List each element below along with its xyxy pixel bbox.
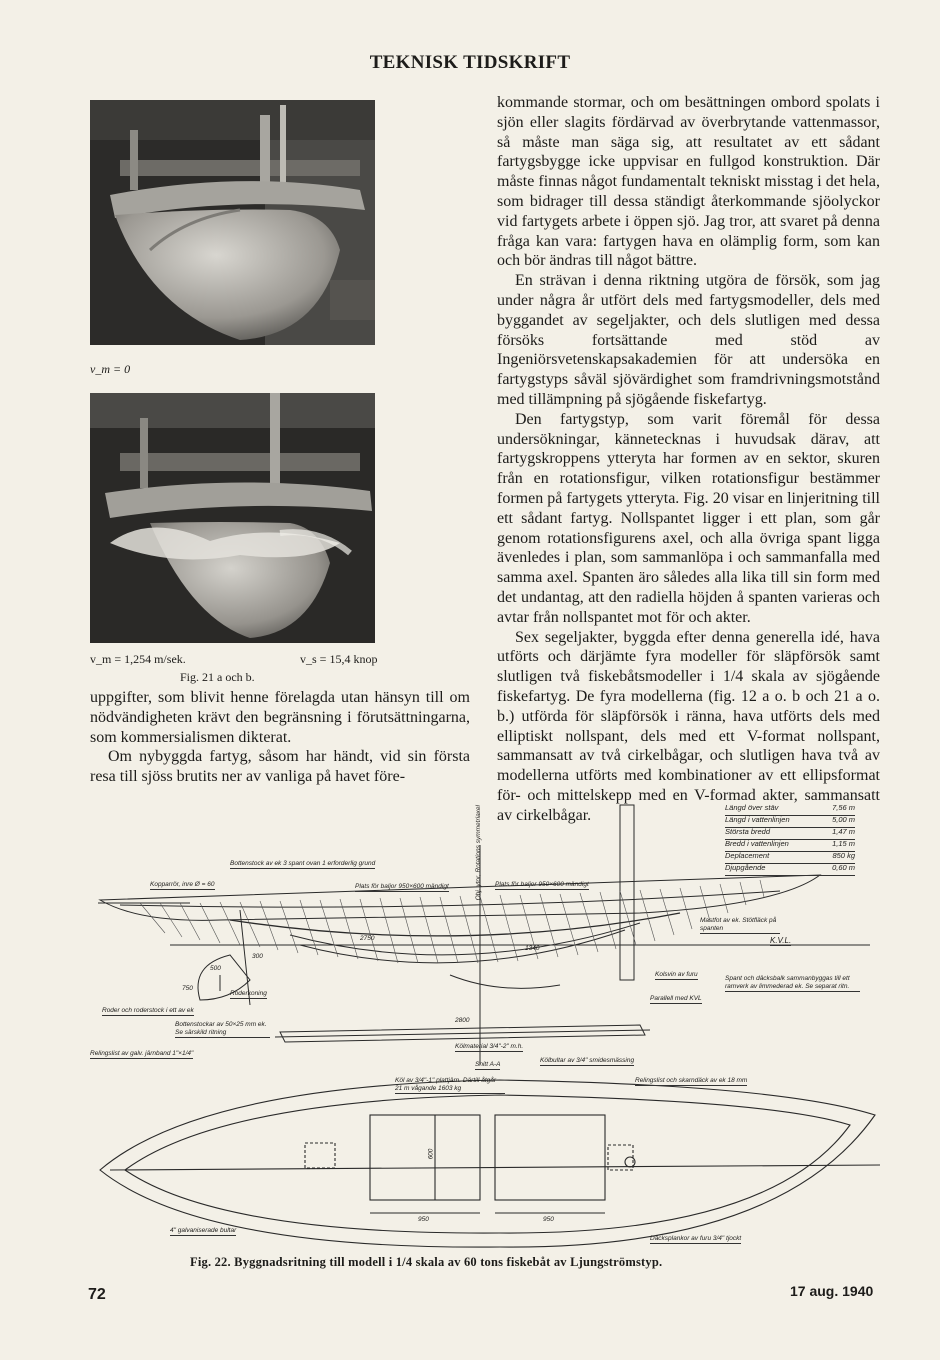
callout-relingslist2: Relingslist och skarndäck av ek 18 mm: [635, 1077, 748, 1084]
callout-snitt: Snitt A-A: [475, 1061, 501, 1068]
spec-label: Djupgående: [725, 863, 766, 872]
callout-bottenstock: Bottenstock av ek 3 spant ovan 1 erforderlig grund: [230, 860, 376, 867]
spec-value: 850 kg: [832, 851, 855, 860]
callout-kopparror: Kopparrör, inre Ø = 60: [150, 881, 215, 888]
spec-label: Längd över stäv: [725, 803, 779, 812]
callout-plats-b: Plats för baljor 950×600 mändigt: [495, 881, 589, 888]
callout-parallell: Parallell med KVL: [650, 995, 702, 1002]
model-photo-still: [90, 100, 375, 345]
photo-label-vm: v_m = 1,254 m/sek.: [90, 652, 186, 666]
right-paragraph: En strävan i denna riktning utgöra de försök, som jag under några år utfört dels med fartygsmodeller, dels med byggandet av segeljakter, och dels slutligen med dessa försöks fortsättande med stöd av Ingeniörsvetenskapsakademien för att undersöka en fartygstyps såväl sjövärdighet som framdrivningsmotstånd med tillämpning på sjögående fiskefartyg.: [497, 272, 880, 408]
right-column-text: [497, 93, 880, 825]
photo-label-vm0: v_m = 0: [90, 362, 131, 376]
callout-roderkoning: Roderkoning: [230, 990, 267, 997]
model-photo-moving: [90, 393, 375, 643]
left-paragraph: uppgifter, som blivit henne förelagda utan hänsyn till om nödvändigheten krävt den begränsning i förutsättningarna, som kommersialismen dikterat.: [90, 689, 470, 746]
callout-plats-a: Plats för baljor 950×600 mändigt: [355, 883, 449, 890]
journal-title: TEKNISK TIDSKRIFT: [369, 52, 571, 73]
dimension-750: 750: [182, 985, 193, 992]
spec-label: Största bredd: [725, 827, 771, 836]
dimension-600: 600: [427, 1148, 435, 1160]
callout-axel: Obj. ytor, Rotations symmetriaxel: [475, 805, 482, 901]
callout-kvl: K.V.L.: [770, 936, 792, 945]
spec-value: 0,60 m: [832, 863, 855, 872]
right-paragraph: Sex segeljakter, byggda efter denna generella idé, hava utförts och därjämte fyra modeller för släpförsök samt slutligen två fiskebåtsmodeller i 1/4 skala av sjögående fiskefartyg. De fyra modellerna (fig. 12 a o. b och 21 a o. b.) utförda för släpförsök i ränna, hava utförts dels med elliptiskt nollspant, dels med ett V-format nollspant, sammansatt av två cirkelbågar, och slutligen hava två av modellerna utförts med kombinationer av ett ellipsformat för- och mittelskepp med en V-formad akter, sammansatt av cirkelbågar.: [497, 628, 880, 824]
spec-value: 1,47 m: [832, 827, 855, 836]
spec-label: Deplacement: [725, 851, 770, 860]
callout-bottenstockar: Bottenstockar av 50×25 mm ek. Se särskild ritning: [175, 1021, 270, 1038]
dimension-500: 500: [210, 965, 221, 972]
spec-value: 1,15 m: [832, 839, 855, 848]
spec-label: Bredd i vattenlinjen: [725, 839, 789, 848]
callout-kol-plattjarn: Köl av 3/4"-1" plattjärn. Därtill åtgår 21 m vågande 1603 kg: [395, 1077, 505, 1094]
spec-value: 5,00 m: [832, 815, 855, 824]
callout-kolbultar: Kölbultar av 3/4" smidesmässing: [540, 1057, 635, 1064]
drawing-specs: [725, 803, 855, 893]
construction-drawing: [80, 795, 890, 1250]
callout-galvaniserade: 4" galvaniserade bultar: [170, 1227, 237, 1234]
callout-rodder: Roder och roderstock i ett av ek: [102, 1007, 194, 1014]
photo-label-vs: v_s = 15,4 knop: [300, 652, 378, 666]
dimension-950: 950: [543, 1216, 554, 1223]
callout-kolmaterial: Kölmaterial 3/4"-2" m.h.: [455, 1043, 524, 1050]
spec-value: 7,56 m: [832, 803, 855, 812]
issue-date: 17 aug. 1940: [790, 1283, 874, 1299]
left-paragraph: Om nybyggda fartyg, såsom har händt, vid sin första resa till sjöss brutits ner av vanliga på havet före-: [90, 748, 470, 786]
callout-relingslist: Relingslist av galv. järnband 1"×1/4": [90, 1050, 194, 1057]
callout-dackplankor: Däcksplankor av furu 3/4" tjockt: [650, 1235, 742, 1242]
right-paragraph: kommande stormar, och om besättningen ombord spolats i sjön eller slagits fördärvad av överbrytande vattenmassor, så måste man säga sig, att resultatet av ett sådant fartygsbygge icke uppvisar en fullgod konstruktion. Där måste finnas något fundamentalt tekniskt misstag i det hela, som bidrager till dessa ständigt återkommande sjöolyckor vid fartygets arbete i öppen sjö. Jag tror, att svaret på denna fråga kan vara: fartygen hava en olämplig form, som kan och bör ändras till något bättre.: [497, 94, 880, 270]
dimension-1340: 1340: [525, 945, 540, 952]
page-number: 72: [88, 1286, 106, 1303]
left-column-text: [90, 688, 470, 787]
right-paragraph: Den fartygstyp, som varit föremål för dessa undersökningar, kännetecknas i huvudsak därav, att fartygskroppens ytteryta har formen av en sektor, skuren från en rotationsfigur, vilken rotationsfigur bestämmer formen på fartygets ytteryta. Fig. 20 visar en linjeritning till ett sådant fartyg. Nollspantet ligger i ett plan, som går genom rotationsfigurens axel, och alla övriga spant ligga ävenledes i plan, som sammanlöpa i och sammanfalla med samma axel. Spanten äro således alla lika till sin form med det undantag, att den radiella höjden å spanten varieras och avtar från nollspantet mot för och akter.: [497, 410, 880, 626]
callout-kolsvin: Kolsvin av furu: [655, 971, 698, 978]
spec-label: Längd i vattenlinjen: [725, 815, 790, 824]
figure-caption: Fig. 22. Byggnadsritning till modell i 1/4 skala av 60 tons fiskebåt av Ljungströmstyp.: [190, 1255, 663, 1269]
callout-spant: Spant och däcksbalk sammanbyggas till ett ramverk av limmederad ek. Se separat ritn.: [725, 975, 860, 992]
dimension-300: 300: [252, 953, 263, 960]
dimension-950: 950: [418, 1216, 429, 1223]
callout-dim-2800: 2800: [455, 1017, 470, 1024]
callout-mastfot: Mastfot av ek. Stötfläck på spanten: [700, 917, 780, 934]
photo-caption: Fig. 21 a och b.: [180, 670, 255, 684]
dimension-2750: 2750: [360, 935, 375, 942]
